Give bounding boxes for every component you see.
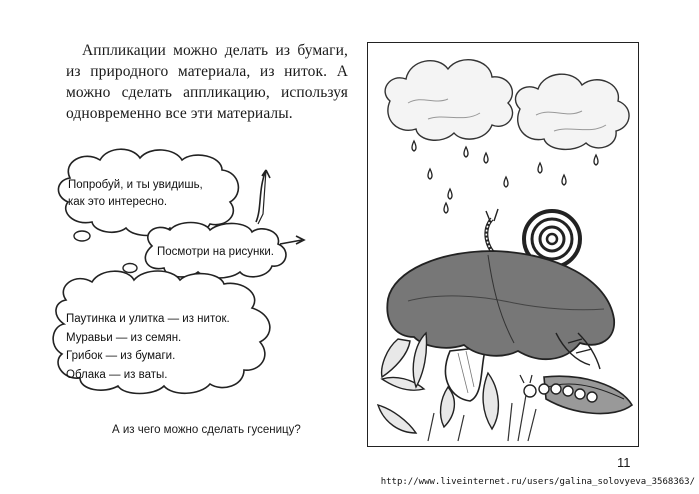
bubble-2-dot xyxy=(123,264,137,273)
caterpillar-icon xyxy=(520,375,632,414)
bubble-3-line-3: Грибок — из бумаги. xyxy=(66,350,176,362)
bubble-3-line-2: Муравьи — из семян. xyxy=(66,331,182,344)
bubble-3-line-1: Паутинка и улитка — из ниток. xyxy=(66,313,230,325)
watermark-url: http://www.liveinternet.ru/users/galina_solovyeva_3568363/ xyxy=(380,477,695,487)
question-text: А из чего можно сделать гусеницу? xyxy=(112,424,301,436)
page-number: 11 xyxy=(617,455,631,470)
bubble-1-line-2: как это интересно. xyxy=(68,196,168,208)
bubble-1-dot xyxy=(74,231,90,241)
intro-paragraph: Аппликации можно делать из бумаги, из природного материала, из ниток. А можно сделать аппликацию, используя одновременно все эти материалы. xyxy=(66,42,348,122)
bubble-2-text xyxy=(157,244,297,261)
bubble-3-line-4: Облака — из ваты. xyxy=(66,368,168,381)
illustration-frame xyxy=(367,42,639,447)
arrow-right-icon xyxy=(280,236,304,244)
bubble-3-text xyxy=(66,310,276,384)
bubble-1-line-1: Попробуй, и ты увидишь, xyxy=(68,179,203,191)
bubble-1-text xyxy=(68,177,238,211)
cloud-left-icon xyxy=(385,60,512,141)
bubble-2-line-1: Посмотри на рисунки. xyxy=(157,246,275,258)
rain-drops xyxy=(412,141,598,213)
mushroom-snail-illustration xyxy=(368,43,640,448)
cloud-right-icon xyxy=(515,74,629,149)
